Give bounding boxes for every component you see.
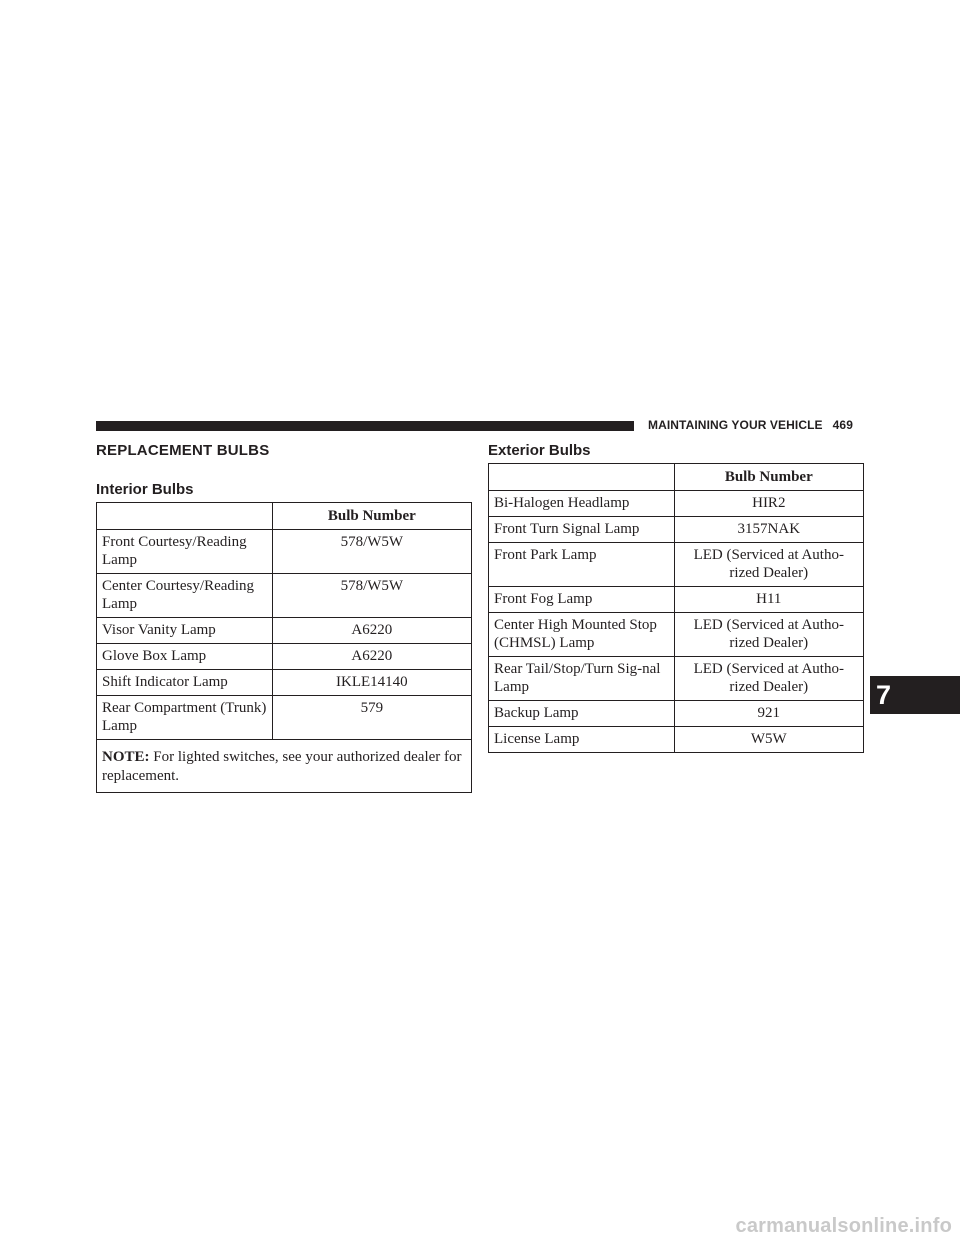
table-row: [97, 574, 472, 618]
exterior-bulbs-table: [488, 463, 864, 753]
watermark: carmanualsonline.info: [735, 1215, 952, 1237]
exterior-bulbs-heading: Exterior Bulbs: [488, 442, 591, 459]
table-header-row: [489, 464, 864, 491]
lamp-cell: Center High Mounted Stop (CHMSL) Lamp: [489, 613, 675, 657]
table-row: [97, 644, 472, 670]
lamp-cell: Front Park Lamp: [489, 543, 675, 587]
interior-bulbs-table: [96, 502, 472, 793]
table-row: [489, 701, 864, 727]
bulb-cell: 578/W5W: [272, 574, 471, 618]
interior-bulbs-heading: Interior Bulbs: [96, 481, 194, 498]
table-row: [489, 543, 864, 587]
lamp-cell: Rear Tail/Stop/Turn Sig-nal Lamp: [489, 657, 675, 701]
bulb-cell: A6220: [272, 644, 471, 670]
table-row: [489, 657, 864, 701]
header-empty-cell: [97, 503, 273, 530]
bulb-cell: IKLE14140: [272, 670, 471, 696]
bulb-cell: 921: [674, 701, 863, 727]
bulb-cell: 578/W5W: [272, 530, 471, 574]
lamp-cell: Glove Box Lamp: [97, 644, 273, 670]
table-header-row: [97, 503, 472, 530]
bulb-cell: LED (Serviced at Autho-rized Dealer): [674, 657, 863, 701]
lamp-cell: Backup Lamp: [489, 701, 675, 727]
bulb-cell: W5W: [674, 727, 863, 753]
bulb-cell: 579: [272, 696, 471, 740]
table-row: [489, 517, 864, 543]
page-number: 469: [832, 418, 853, 432]
table-row: [489, 727, 864, 753]
running-header-title: MAINTAINING YOUR VEHICLE: [648, 418, 823, 432]
lamp-cell: Visor Vanity Lamp: [97, 618, 273, 644]
bulb-cell: LED (Serviced at Autho-rized Dealer): [674, 613, 863, 657]
lamp-cell: Rear Compartment (Trunk) Lamp: [97, 696, 273, 740]
lamp-cell: Shift Indicator Lamp: [97, 670, 273, 696]
lamp-cell: Center Courtesy/Reading Lamp: [97, 574, 273, 618]
column-header: Bulb Number: [272, 503, 471, 530]
header-rule: [96, 421, 634, 431]
table-row: [489, 491, 864, 517]
lamp-cell: Bi-Halogen Headlamp: [489, 491, 675, 517]
note-row: [97, 740, 472, 793]
note-label: NOTE:: [102, 749, 150, 765]
table-row: [489, 613, 864, 657]
column-header: Bulb Number: [674, 464, 863, 491]
bulb-cell: 3157NAK: [674, 517, 863, 543]
note-cell: [97, 740, 472, 793]
table-row: [97, 530, 472, 574]
table-row: [489, 587, 864, 613]
lamp-cell: Front Courtesy/Reading Lamp: [97, 530, 273, 574]
table-row: [97, 670, 472, 696]
table-row: [97, 618, 472, 644]
bulb-cell: A6220: [272, 618, 471, 644]
lamp-cell: License Lamp: [489, 727, 675, 753]
chapter-tab: 7: [870, 676, 960, 714]
note-text: For lighted switches, see your authorized dealer for replacement.: [102, 749, 462, 784]
lamp-cell: Front Turn Signal Lamp: [489, 517, 675, 543]
bulb-cell: H11: [674, 587, 863, 613]
bulb-cell: HIR2: [674, 491, 863, 517]
lamp-cell: Front Fog Lamp: [489, 587, 675, 613]
table-row: [97, 696, 472, 740]
header-empty-cell: [489, 464, 675, 491]
running-header: [648, 418, 853, 434]
bulb-cell: LED (Serviced at Autho-rized Dealer): [674, 543, 863, 587]
section-title: REPLACEMENT BULBS: [96, 442, 270, 459]
